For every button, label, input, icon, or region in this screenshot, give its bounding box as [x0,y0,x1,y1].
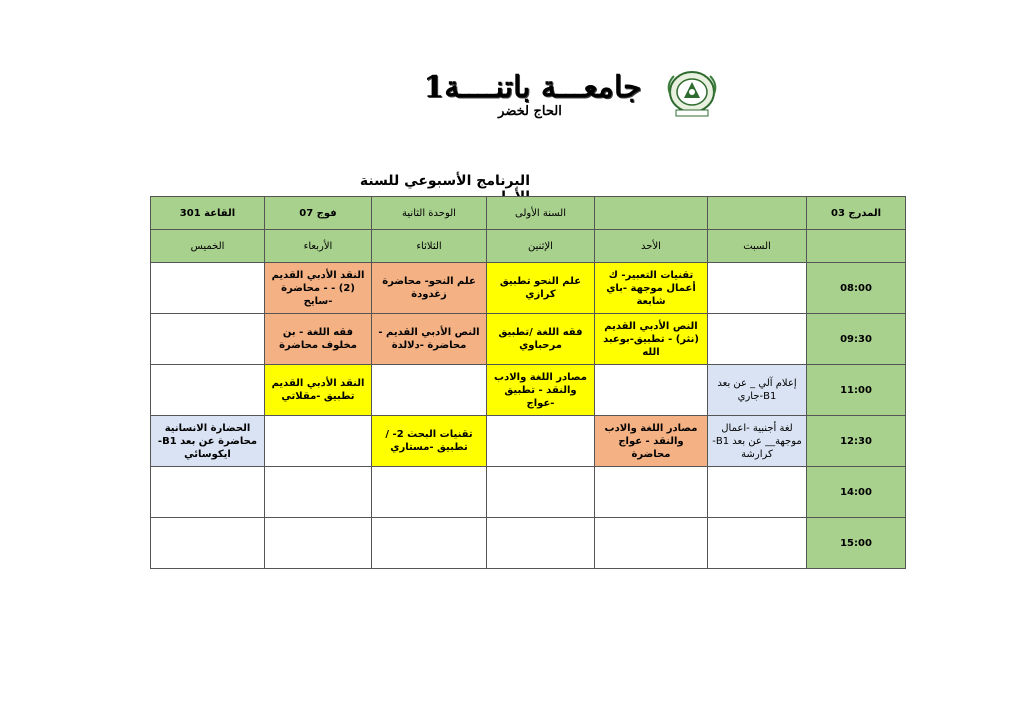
schedule-cell: تقنيات البحث 2- /تطبيق -مستاري [372,416,487,467]
day-sunday: الأحد [595,230,708,263]
schedule-cell [708,263,807,314]
schedule-cell: النص الأدبي القديم (نثر) - تطبيق-بوعبد الله [595,314,708,365]
time-slot: 11:00 [807,365,906,416]
day-header-corner [807,230,906,263]
day-thursday: الخميس [151,230,265,263]
time-slot: 09:30 [807,314,906,365]
schedule-cell: فقه اللغة /تطبيق مرحباوي [487,314,595,365]
university-header [410,70,730,120]
day-saturday: السبت [708,230,807,263]
time-slot: 14:00 [807,467,906,518]
time-slot: 15:00 [807,518,906,569]
time-slot: 08:00 [807,263,906,314]
schedule-cell: علم النحو تطبيق كرازي [487,263,595,314]
schedule-cell [372,518,487,569]
weekly-schedule-table [150,196,906,569]
schedule-cell: تقنيات التعبير- ك أعمال موجهة -باي شابعة [595,263,708,314]
schedule-title: البرنامج الأسبوعي للسنة [359,173,530,189]
schedule-cell [151,263,265,314]
university-emblem-icon [662,70,722,118]
schedule-cell [151,365,265,416]
schedule-cell: لغة أجنبية -اعمال موجهة__ عن بعد B1-كرارشة [708,416,807,467]
schedule-cell: الحضارة الانسانية محاضرة عن بعد B1- ايكوسائي [151,416,265,467]
top-empty-cell [708,197,807,230]
schedule-cell [595,365,708,416]
day-wednesday: الأربعاء [265,230,372,263]
schedule-cell [265,467,372,518]
schedule-cell [708,314,807,365]
schedule-cell: النص الأدبي القديم - محاضرة -دلالدة [372,314,487,365]
day-tuesday: الثلاثاء [372,230,487,263]
schedule-cell: النقد الأدبي القديم تطبيق -مقلاتي [265,365,372,416]
schedule-cell: علم النحو- محاضرة زغدودة [372,263,487,314]
schedule-cell: إعلام آلي _ عن بعد B1-جاري [708,365,807,416]
group-label: فوج 07 [265,197,372,230]
university-name: جامعـــة باتنــــة1 [423,70,642,105]
schedule-cell [708,518,807,569]
room-label: القاعة 301 [151,197,265,230]
year-label: السنة الأولى [487,197,595,230]
schedule-cell: مصادر اللغة والادب والنقد - تطبيق -عواج [487,365,595,416]
unit-label: الوحدة الثانية [372,197,487,230]
schedule-cell [372,467,487,518]
schedule-cell [595,467,708,518]
schedule-cell [151,314,265,365]
schedule-cell [265,518,372,569]
schedule-cell [265,416,372,467]
day-monday: الإثنين [487,230,595,263]
schedule-cell [372,365,487,416]
schedule-cell: النقد الأدبي القديم (2) - - محاضرة -سايح [265,263,372,314]
top-empty-cell [595,197,708,230]
schedule-cell [708,467,807,518]
schedule-cell: فقه اللغة - بن مخلوف محاضرة [265,314,372,365]
time-slot: 12:30 [807,416,906,467]
schedule-cell [487,416,595,467]
schedule-cell: مصادر اللغة والادب والنقد - عواج محاضرة [595,416,708,467]
schedule-cell [595,518,708,569]
schedule-cell [151,518,265,569]
amphi-label: المدرج 03 [807,197,906,230]
schedule-cell [487,467,595,518]
schedule-cell [487,518,595,569]
schedule-cell [151,467,265,518]
university-subtitle: الحاج لخضر [498,104,562,119]
